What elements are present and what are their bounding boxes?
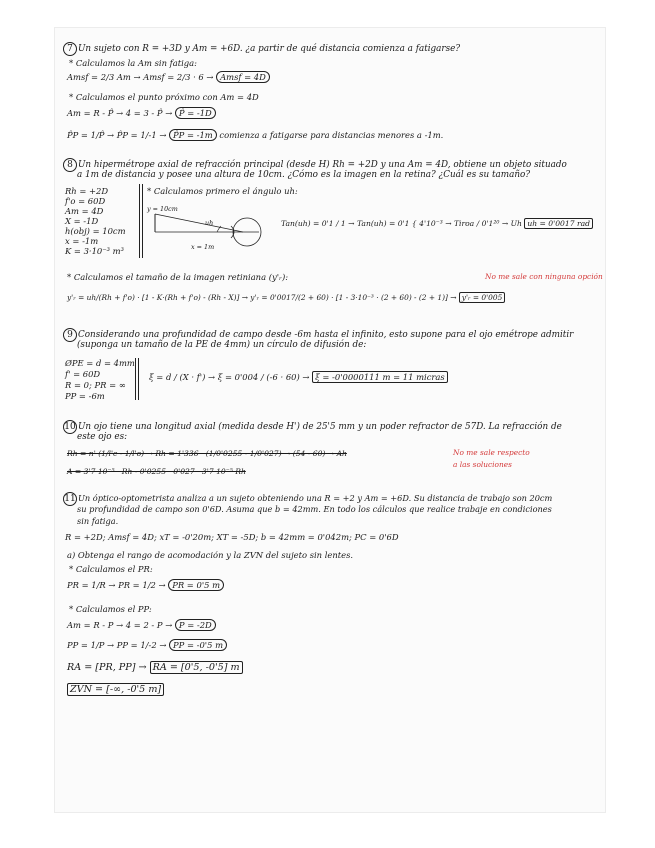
p8-given-rh: Rh = +2D [65, 186, 109, 196]
p9-given-pp: PP = -6m [65, 391, 105, 401]
p8-red-note: No me sale con ninguna opción [485, 272, 603, 281]
p8-given-k: K = 3·10⁻³ m³ [65, 246, 124, 256]
p8-given-fo: f'o = 60D [65, 196, 106, 206]
problem-number-11: 11 [64, 494, 76, 504]
problem-8-statement-2: a 1m de distancia y posee una altura de 10cm. ¿Cómo es la imagen en la retina? ¿Cuál es su tamaño? [77, 170, 531, 180]
p11-result-pr: PR = 0'5 m [168, 579, 224, 591]
p7-result-amsf: Amsf = 4D [216, 71, 270, 83]
problem-7-statement: 7 Un sujeto con R = +3D y Am = +6D. ¿a partir de qué distancia comienza a fatigarse? [63, 42, 460, 56]
notebook-page [55, 28, 605, 812]
problem-9-statement-2: (suponga un tamaño de la PE de 4mm) un círculo de difusión de: [77, 340, 367, 350]
p7-step-heading-2: * Calculamos el punto próximo con Am = 4D [69, 92, 259, 102]
p8-given-separator [139, 184, 143, 258]
p8-step-heading-2: * Calculamos el tamaño de la imagen retiniana (y'ᵣ): [67, 272, 289, 282]
problem-8-statement-1: 8 Un hipermétrope axial de refracción principal (desde H) Rh = +2D y una Am = 4D, obtiene un objeto situado [63, 158, 567, 172]
p10-crossed-formula-2: A = 3'7·10⁻⁵ · Rh - 0'0255 · 0'027 · 3'7·10⁻⁵ Rh [67, 467, 246, 476]
problem-number-10: 10 [64, 422, 76, 432]
p8-given-am: Am = 4D [65, 206, 104, 216]
p11-formula-pr: PR = 1/R → PR = 1/2 → PR = 0'5 m [67, 580, 224, 591]
p7-formula-pp: P̂P = 1/P̂ → P̂P = 1/-1 → P̂P = -1m comienza a fatigarse para distancias menores a -1m. [67, 130, 444, 140]
p8-diagram-dist-label: x = 1m [191, 243, 215, 251]
p11-step-heading-pr: * Calculamos el PR: [69, 564, 153, 574]
p8-diagram-angle-label: uh [205, 219, 214, 227]
problem-9-statement-1: 9 Considerando una profundidad de campo desde -6m hasta el infinito, esto supone para el ojo emétrope admitir [63, 328, 573, 342]
problem-number-7: 7 [63, 42, 77, 56]
problem-number-8: 8 [63, 158, 77, 172]
p11-step-heading-pp: * Calculamos el PP: [69, 604, 152, 614]
p11-result-pp: PP = -0'5 m [169, 639, 227, 651]
p11-formula-p: Am = R - P → 4 = 2 - P → P = -2D [67, 620, 216, 631]
p7-formula-amsf: Amsf = 2/3 Am → Amsf = 2/3 · 6 → Amsf = 4D [67, 72, 270, 83]
problem-11-statement-3: sin fatiga. [77, 516, 119, 526]
p11-formula-ra: RA = [PR, PP] → RA = [0'5, -0'5] m [67, 662, 243, 673]
p8-result-uh: uh = 0'0017 rad [524, 218, 593, 229]
p8-result-image-size: y'ᵣ = 0'005 [459, 292, 506, 303]
p7-step-heading-1: * Calculamos la Am sin fatiga: [69, 58, 197, 68]
p8-given-x-meters: x = -1m [65, 236, 99, 246]
p8-given-x-diopters: X = -1D [65, 216, 99, 226]
p9-given-f: f' = 60D [65, 369, 101, 379]
problem-number-9: 9 [63, 328, 77, 342]
p9-given-separator [135, 358, 139, 400]
p7-result-p: P̂ = -1D [175, 107, 216, 119]
p11-formula-pp: PP = 1/P → PP = 1/-2 → PP = -0'5 m [67, 640, 227, 651]
p7-result-pp: P̂P = -1m [169, 129, 217, 141]
p9-result-diffusion: ξ = -0'0000111 m = 11 micras [312, 371, 448, 383]
p10-red-note-2: a las soluciones [453, 460, 512, 469]
p11-result-ra: RA = [0'5, -0'5] m [150, 661, 243, 674]
p8-tan-calculation: Tan(uh) = 0'1 / 1 → Tan(uh) = 0'1 { 4'10⁻³ → Tiroa / 0'1²⁰ → Uh uh = 0'0017 rad [281, 218, 593, 229]
p8-diagram-y-label: y = 10cm [147, 205, 178, 213]
p11-given-data: R = +2D; Amsf = 4D; xT = -0'20m; XT = -5D; b = 42mm = 0'042m; PC = 0'6D [65, 532, 399, 542]
p10-red-note-1: No me sale respecto [453, 448, 530, 457]
p8-given-height: h(obj) = 10cm [65, 226, 126, 236]
p7-formula-p: Am = R - P̂ → 4 = 3 - P̂ → P̂ = -1D [67, 108, 216, 119]
p11-result-zvn: ZVN = [-∞, -0'5 m] [67, 683, 164, 696]
problem-10-statement-1: 10 Un ojo tiene una longitud axial (medida desde H') de 25'5 mm y un poder refractor de 57D. La refracción de [64, 422, 562, 432]
p10-crossed-formula-1: Rh = n' (1/l'c - 1/l'o) → Rh = 1'336 · (1/0'0255 - 1/0'027) → (54 - 60) → Ah [67, 449, 347, 458]
p11-part-a-question: a) Obtenga el rango de acomodación y la ZVN del sujeto sin lentes. [67, 550, 354, 560]
problem-11-statement-1: 11 Un óptico-optometrista analiza a un sujeto obteniendo una R = +2 y Am = +6D. Su distancia de trabajo son 20cm [64, 493, 553, 504]
p8-step-heading-1: * Calculamos primero el ángulo uh: [147, 186, 298, 196]
problem-10-statement-2: este ojo es: [77, 432, 128, 442]
p9-given-pe: ØPE = d = 4mm [65, 358, 135, 368]
p9-diffusion-formula: ξ = d / (X · f') → ξ = 0'004 / (-6 · 60) → ξ = -0'0000111 m = 11 micras [149, 372, 448, 383]
p11-zvn-line [67, 684, 164, 695]
p9-given-r: R = 0; PR = ∞ [65, 380, 126, 390]
p8-image-size-formula: y'ᵣ = uh/(Rh + f'o) · [1 - K·(Rh + f'o) - (Rh - X)] → y'ᵣ = 0'0017/(2 + 60) · [1 - 3·10⁻³ · (2 + 60) - (2 + 1)] → y'ᵣ = 0'005 [67, 292, 505, 303]
p11-result-p: P = -2D [175, 619, 216, 631]
problem-11-statement-2: su profundidad de campo son 0'6D. Asuma que b = 42mm. En todo los cálculos que realice trabaje en condiciones [77, 504, 552, 514]
